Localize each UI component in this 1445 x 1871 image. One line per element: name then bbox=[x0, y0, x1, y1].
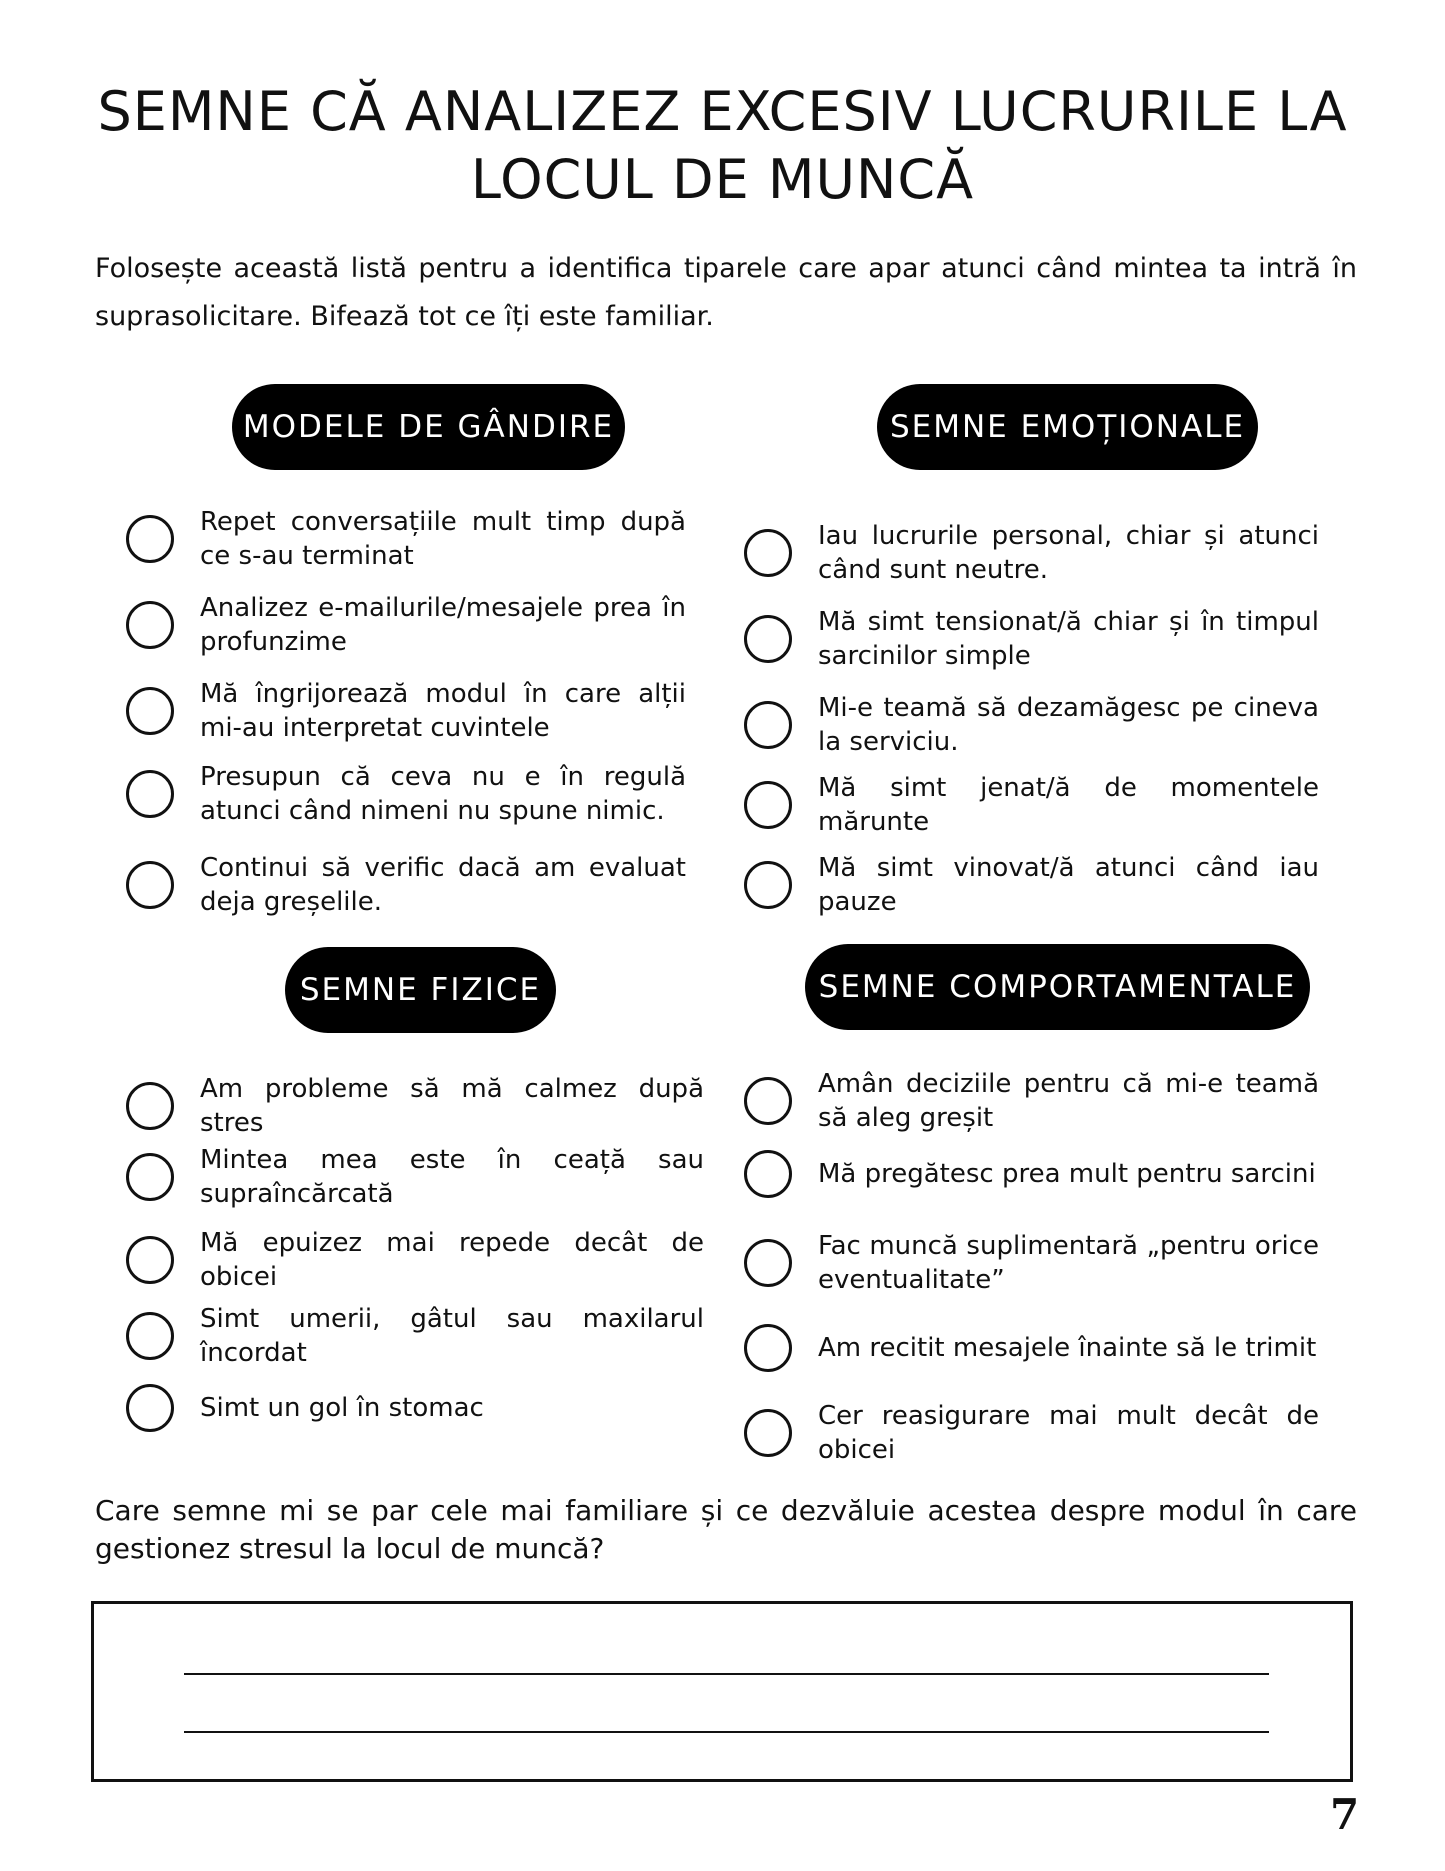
checklist-item[interactable] bbox=[744, 1229, 1319, 1297]
checkbox-circle[interactable] bbox=[126, 1312, 174, 1360]
checklist-item[interactable] bbox=[126, 1143, 704, 1211]
checkbox-circle[interactable] bbox=[126, 861, 174, 909]
checklist-item[interactable] bbox=[126, 677, 686, 745]
checkbox-circle[interactable] bbox=[744, 701, 792, 749]
checkbox-circle[interactable] bbox=[126, 687, 174, 735]
checkbox-circle[interactable] bbox=[744, 1077, 792, 1125]
writing-line[interactable] bbox=[184, 1731, 1269, 1733]
checkbox-circle[interactable] bbox=[744, 1239, 792, 1287]
answer-box[interactable] bbox=[91, 1601, 1353, 1782]
checklist-item[interactable] bbox=[744, 1324, 1319, 1372]
checklist-item-label: Mă îngrijorează modul în care alții mi-au interpretat cuvintele bbox=[200, 679, 686, 743]
page-title: SEMNE CĂ ANALIZEZ EXCESIV LUCRURILE LA LOCUL DE MUNCĂ bbox=[97, 80, 1348, 211]
checklist-item-label: Presupun că ceva nu e în regulă atunci când nimeni nu spune nimic. bbox=[200, 762, 686, 826]
checkbox-circle[interactable] bbox=[744, 1150, 792, 1198]
checklist-item[interactable] bbox=[126, 851, 686, 919]
checklist-item[interactable] bbox=[744, 851, 1319, 919]
checklist-item-label: Mă simt jenat/ă de momentele mărunte bbox=[818, 773, 1319, 837]
checklist-item-label: Repet conversațiile mult timp după ce s-au terminat bbox=[200, 507, 686, 571]
section-heading-thinking: MODELE DE GÂNDIRE bbox=[232, 384, 625, 470]
checklist-item-label: Mă pregătesc prea mult pentru sarcini bbox=[818, 1159, 1316, 1189]
checklist-item-label: Mă simt tensionat/ă chiar și în timpul sarcinilor simple bbox=[818, 607, 1319, 671]
checklist-item-label: Cer reasigurare mai mult decât de obicei bbox=[818, 1401, 1319, 1465]
checkbox-circle[interactable] bbox=[744, 1409, 792, 1457]
checklist-item[interactable] bbox=[744, 1067, 1319, 1135]
checklist-item-label: Am recitit mesajele înainte să le trimit bbox=[818, 1333, 1317, 1363]
section-heading-emotional: SEMNE EMOȚIONALE bbox=[877, 384, 1258, 470]
section-heading-behavioral: SEMNE COMPORTAMENTALE bbox=[805, 944, 1310, 1030]
checkbox-circle[interactable] bbox=[126, 770, 174, 818]
checkbox-circle[interactable] bbox=[126, 1384, 174, 1432]
checklist-item[interactable] bbox=[126, 760, 686, 828]
checkbox-circle[interactable] bbox=[744, 781, 792, 829]
checkbox-circle[interactable] bbox=[126, 601, 174, 649]
checklist-item[interactable] bbox=[126, 1302, 704, 1370]
reflection-question: Care semne mi se par cele mai familiare și ce dezvăluie acestea despre modul în care gestionez stresul la locul de muncă? bbox=[95, 1494, 1357, 1565]
checklist-item-label: Fac muncă suplimentară „pentru orice eventualitate” bbox=[818, 1231, 1319, 1295]
checkbox-circle[interactable] bbox=[744, 529, 792, 577]
checklist-item-label: Simt umerii, gâtul sau maxilarul încordat bbox=[200, 1304, 704, 1368]
checkbox-circle[interactable] bbox=[744, 615, 792, 663]
checklist-item-label: Mă simt vinovat/ă atunci când iau pauze bbox=[818, 853, 1319, 917]
checklist-item[interactable] bbox=[744, 771, 1319, 839]
checklist-item[interactable] bbox=[744, 1150, 1319, 1198]
checkbox-circle[interactable] bbox=[744, 861, 792, 909]
checklist-item-label: Mintea mea este în ceață sau supraîncărcată bbox=[200, 1145, 704, 1209]
checklist-item[interactable] bbox=[126, 505, 686, 573]
checklist-item-label: Mă epuizez mai repede decât de obicei bbox=[200, 1228, 704, 1292]
page-number: 7 bbox=[1330, 1790, 1360, 1839]
writing-line[interactable] bbox=[184, 1673, 1269, 1675]
checklist-item[interactable] bbox=[126, 1384, 704, 1432]
section-heading-physical: SEMNE FIZICE bbox=[285, 947, 556, 1033]
checklist-item-label: Iau lucrurile personal, chiar și atunci când sunt neutre. bbox=[818, 521, 1319, 585]
checkbox-circle[interactable] bbox=[126, 1082, 174, 1130]
checklist-item-label: Amân deciziile pentru că mi-e teamă să aleg greșit bbox=[818, 1069, 1319, 1133]
checkbox-circle[interactable] bbox=[126, 515, 174, 563]
checklist-item[interactable] bbox=[126, 591, 686, 659]
checkbox-circle[interactable] bbox=[744, 1324, 792, 1372]
checklist-item[interactable] bbox=[744, 605, 1319, 673]
checklist-item-label: Analizez e-mailurile/mesajele prea în profunzime bbox=[200, 593, 686, 657]
checklist-item[interactable] bbox=[744, 519, 1319, 587]
checklist-item-label: Am probleme să mă calmez după stres bbox=[200, 1074, 704, 1138]
intro-text: Folosește această listă pentru a identifica tiparele care apar atunci când mintea ta intră în suprasolicitare. Bifează tot ce îți este familiar. bbox=[95, 253, 1357, 332]
checkbox-circle[interactable] bbox=[126, 1153, 174, 1201]
checklist-item-label: Mi-e teamă să dezamăgesc pe cineva la serviciu. bbox=[818, 693, 1319, 757]
checklist-item-label: Simt un gol în stomac bbox=[200, 1393, 484, 1423]
checklist-item[interactable] bbox=[744, 691, 1319, 759]
checklist-item[interactable] bbox=[126, 1226, 704, 1294]
checklist-item[interactable] bbox=[126, 1072, 704, 1140]
checklist-item[interactable] bbox=[744, 1399, 1319, 1467]
checkbox-circle[interactable] bbox=[126, 1236, 174, 1284]
checklist-item-label: Continui să verific dacă am evaluat deja greșelile. bbox=[200, 853, 686, 917]
